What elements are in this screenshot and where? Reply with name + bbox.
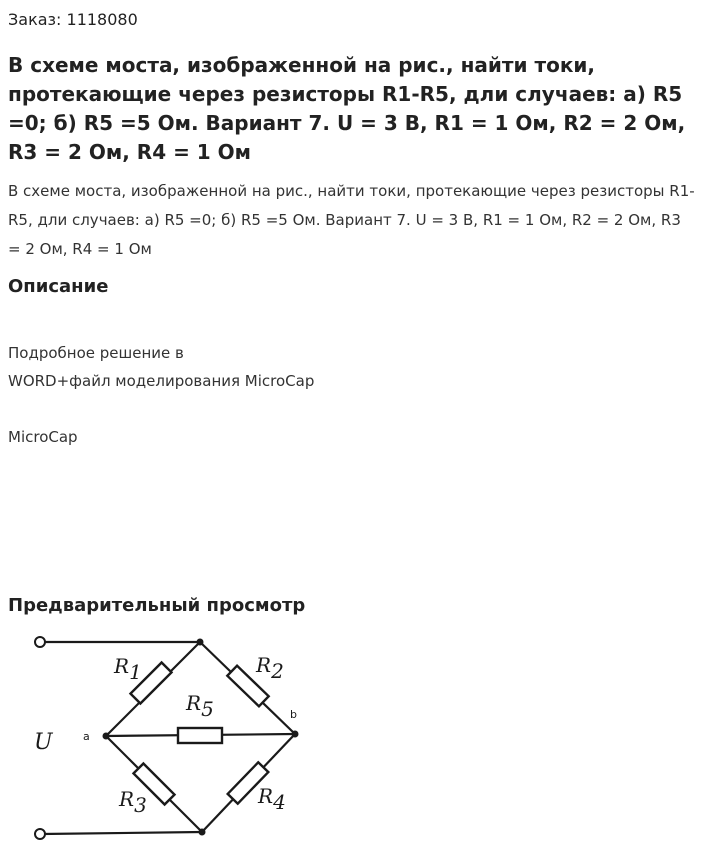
r1-label: R1 bbox=[114, 654, 142, 684]
top-node bbox=[197, 639, 204, 646]
top-terminal bbox=[35, 637, 45, 647]
r4-label: R4 bbox=[258, 784, 286, 814]
order-number: Заказ: 1118080 bbox=[8, 10, 138, 29]
node-a bbox=[103, 733, 110, 740]
r3-label: R3 bbox=[119, 787, 147, 817]
task-text: В схеме моста, изображенной на рис., найти токи, протекающие через резисторы R1-R5, дли случаев: а) R5 =0; б) R5 =5 Ом. Вариант 7. U = 3 В, R1 = 1 Ом, R2 = 2 Ом, R3 = 2 Ом, R4 = 1 Ом bbox=[8, 182, 695, 258]
preview-heading: Предварительный просмотр bbox=[8, 595, 306, 616]
voltage-label: U bbox=[34, 730, 53, 755]
node-a-label: a bbox=[83, 730, 90, 743]
r5-label: R5 bbox=[186, 691, 214, 721]
description-text bbox=[8, 339, 314, 395]
bottom-terminal bbox=[35, 829, 45, 839]
bottom-wire bbox=[42, 832, 202, 834]
description-line-2: WORD+файл моделирования MicroCap bbox=[8, 372, 315, 390]
r2-label: R2 bbox=[256, 653, 284, 683]
page-title: В схеме моста, изображенной на рис., найти токи, протекающие через резисторы R1-R5, дли случаев: а) R5 =0; б) R5 =5 Ом. Вариант 7. U = 3 В, R1 = 1 Ом, R2 = 2 Ом, R3 = 2 Ом, R4 = 1 Ом bbox=[8, 53, 686, 164]
node-b-label: b bbox=[290, 708, 297, 721]
node-b bbox=[292, 731, 299, 738]
bottom-node bbox=[199, 829, 206, 836]
resistor-r5 bbox=[178, 728, 222, 743]
description-heading: Описание bbox=[8, 276, 109, 297]
bridge-circuit-diagram bbox=[20, 628, 320, 848]
description-line-3: MicroCap bbox=[8, 428, 78, 446]
description-line-1: Подробное решение в bbox=[8, 344, 184, 362]
